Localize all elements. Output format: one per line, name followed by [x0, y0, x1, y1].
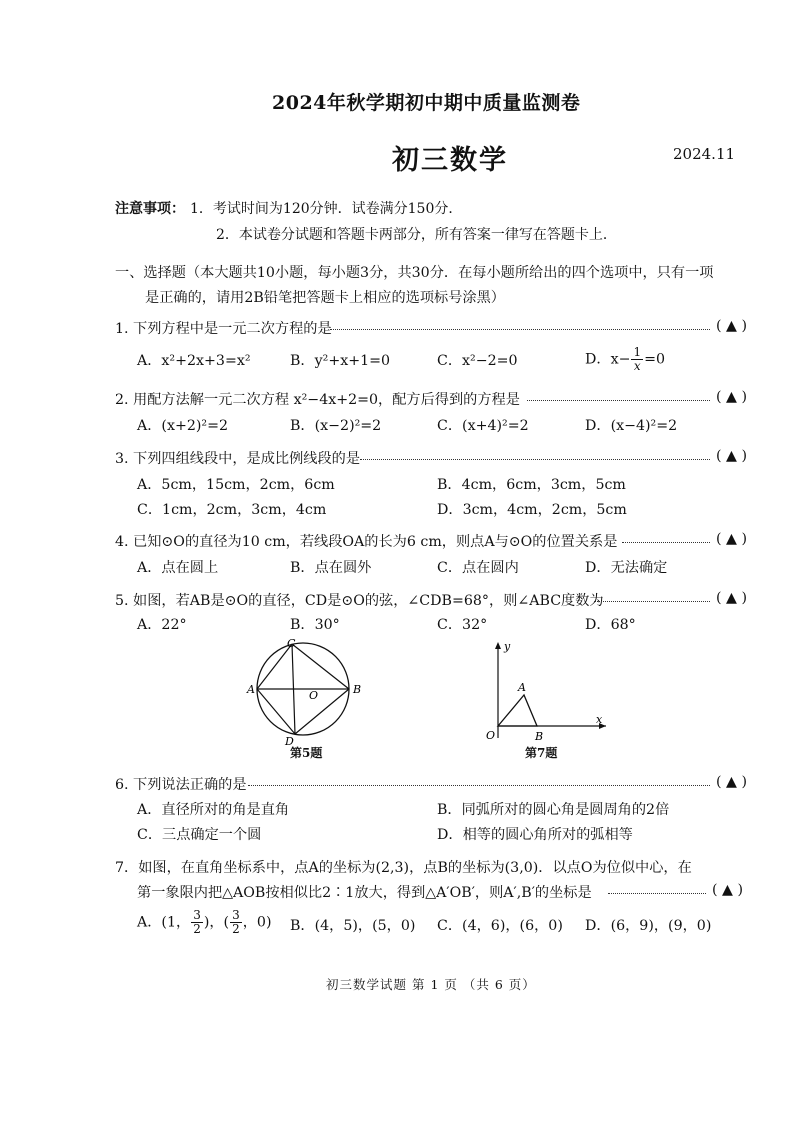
q6-option-a: A．直径所对的角是直角 — [137, 802, 290, 818]
fraction-numerator: 3 — [232, 908, 240, 922]
page-footer: 初三数学试题 第 1 页 （共 6 页） — [326, 977, 536, 992]
label-b: B — [535, 730, 544, 743]
note-item-2: 2．本试卷分试题和答题卡两部分，所有答案一律写在答题卡上． — [216, 227, 617, 243]
q3-option-d: D．3cm，4cm，2cm，5cm — [437, 502, 627, 518]
leader-dots — [527, 389, 710, 401]
answer-mark: ( ▲ ) — [716, 590, 748, 606]
fraction — [230, 909, 242, 936]
chord-cb — [292, 644, 349, 689]
label-a: A — [247, 683, 255, 696]
fraction-denominator: 2 — [232, 922, 240, 936]
question-7-stem-line1: 7．如图，在直角坐标系中，点A的坐标为(2,3)，点B的坐标为(3,0)．以点O为位似中心，在 — [115, 860, 692, 876]
leader-dots — [594, 590, 710, 602]
answer-mark: ( ▲ ) — [716, 774, 748, 790]
q7-option-a-part2: )，( — [203, 914, 230, 931]
q2-option-c: C．(x+4)²=2 — [437, 418, 529, 434]
note-item-1: 1．考试时间为120分钟．试卷满分150分． — [190, 201, 463, 217]
q4-option-a: A．点在圆上 — [137, 560, 219, 576]
q1-option-a: A．x²+2x+3=x² — [137, 353, 251, 369]
leader-dots — [330, 318, 710, 330]
section1-intro-line2: 是正确的，请用2B铅笔把答题卡上相应的选项标号涂黑） — [145, 290, 505, 306]
q4-option-b: B．点在圆外 — [290, 560, 372, 576]
leader-dots — [248, 774, 710, 786]
question-2-stem: 2. 用配方法解一元二次方程 x²−4x+2=0，配方后得到的方程是 — [115, 392, 520, 408]
q1-option-d-prefix: D．x− — [585, 351, 631, 368]
label-b: B — [353, 683, 362, 696]
label-o: O — [486, 729, 496, 742]
question-3-stem: 3. 下列四组线段中，是成比例线段的是 — [115, 451, 361, 467]
q5-option-d: D．68° — [585, 617, 636, 633]
q3-option-b: B．4cm，6cm，3cm，5cm — [437, 477, 626, 493]
figure-7-coordinate-diagram — [478, 638, 613, 748]
q5-option-b: B．30° — [290, 617, 340, 633]
label-a: A — [518, 681, 526, 694]
answer-mark: ( ▲ ) — [716, 448, 748, 464]
fraction-numerator: 3 — [193, 908, 201, 922]
q5-option-a: A．22° — [137, 617, 187, 633]
q5-option-c: C．32° — [437, 617, 488, 633]
notes-label: 注意事项： — [115, 201, 185, 217]
q2-option-a: A．(x+2)²=2 — [137, 418, 229, 434]
q7-option-d: D．(6，9)，(9，0) — [585, 918, 712, 934]
q7-option-a-part1: A．(1， — [137, 914, 191, 931]
answer-mark: ( ▲ ) — [716, 389, 748, 405]
q7-option-a-part3: ，0) — [242, 914, 272, 931]
answer-mark: ( ▲ ) — [712, 882, 744, 898]
leader-dots — [622, 531, 710, 543]
q7-option-a — [137, 909, 271, 936]
q1-option-c: C．x²−2=0 — [437, 353, 518, 369]
label-d: D — [285, 735, 294, 748]
question-1-stem: 1. 下列方程中是一元二次方程的是 — [115, 321, 332, 337]
q6-option-d: D．相等的圆心角所对的弧相等 — [437, 827, 633, 843]
q6-option-b: B．同弧所对的圆心角是圆周角的2倍 — [437, 802, 670, 818]
q4-option-c: C．点在圆内 — [437, 560, 519, 576]
leader-dots — [608, 882, 706, 894]
section1-intro-line1: 一、选择题（本大题共10小题，每小题3分，共30分．在每小题所给出的四个选项中，只有一项 — [115, 265, 714, 281]
question-7-stem-line2: 第一象限内把△AOB按相似比2∶1放大，得到△A′OB′，则A′,B′的坐标是 — [137, 885, 592, 901]
q1-option-d — [585, 346, 665, 373]
q2-option-b: B．(x−2)²=2 — [290, 418, 382, 434]
label-o: O — [309, 689, 319, 702]
figure-5-caption: 第5题 — [290, 746, 323, 760]
q2-option-d: D．(x−4)²=2 — [585, 418, 678, 434]
question-5-stem: 5. 如图，若AB是⊙O的直径，CD是⊙O的弦，∠CDB=68°，则∠ABC度数为 — [115, 593, 604, 609]
answer-mark: ( ▲ ) — [716, 318, 748, 334]
question-6-stem: 6. 下列说法正确的是 — [115, 777, 247, 793]
q6-option-c: C．三点确定一个圆 — [137, 827, 262, 843]
q3-option-c: C．1cm，2cm，3cm，4cm — [137, 502, 327, 518]
figure-7-caption: 第7题 — [525, 746, 558, 760]
label-y: y — [504, 640, 511, 653]
q4-option-d: D．无法确定 — [585, 560, 668, 576]
fraction-numerator: 1 — [633, 345, 642, 359]
subject-title: 初三数学 — [392, 145, 508, 176]
exam-title: 2024年秋学期初中期中质量监测卷 — [272, 92, 581, 114]
fraction — [191, 909, 203, 936]
y-axis-arrow — [495, 642, 501, 649]
q1-option-d-suffix: =0 — [644, 351, 666, 368]
answer-mark: ( ▲ ) — [716, 531, 748, 547]
question-4-stem: 4. 已知⊙O的直径为10 cm，若线段OA的长为6 cm，则点A与⊙O的位置关系是 — [115, 534, 618, 550]
fraction-denominator: 2 — [193, 922, 201, 936]
q7-option-c: C．(4，6)，(6，0) — [437, 918, 563, 934]
chord-db — [295, 689, 349, 734]
q7-option-b: B．(4，5)，(5，0) — [290, 918, 416, 934]
exam-date: 2024.11 — [673, 145, 736, 163]
fraction-denominator: x — [633, 359, 641, 373]
q3-option-a: A．5cm，15cm，2cm，6cm — [137, 477, 335, 493]
fraction — [631, 346, 643, 373]
label-c: C — [287, 637, 296, 650]
label-x: x — [596, 713, 603, 726]
triangle-aob — [498, 695, 537, 726]
q1-option-b: B．y²+x+1=0 — [290, 353, 391, 369]
leader-dots — [360, 448, 710, 460]
figure-5-circle-diagram — [245, 635, 375, 760]
